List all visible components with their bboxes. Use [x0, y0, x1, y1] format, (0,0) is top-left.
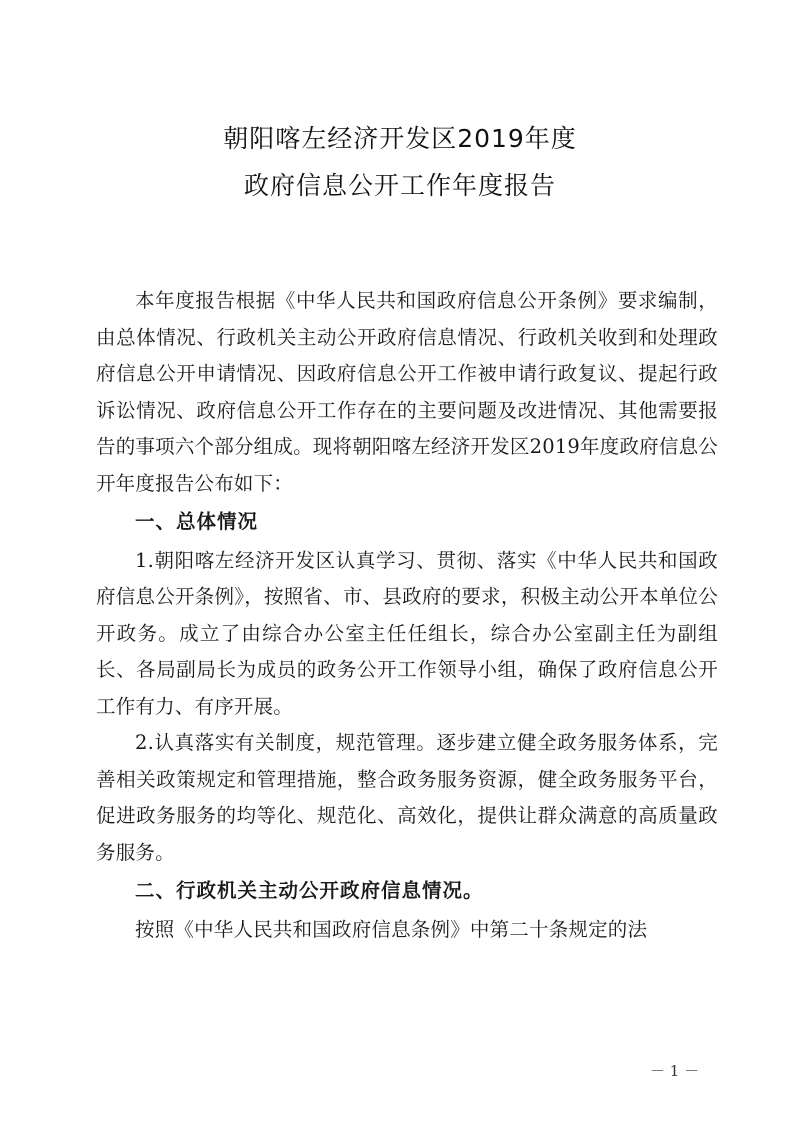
active-disclosure-paragraph: 按照《中华人民共和国政府信息条例》中第二十条规定的法 — [135, 917, 648, 941]
document-body — [96, 283, 718, 948]
overview-paragraph-1: 1.朝阳喀左经济开发区认真学习、贯彻、落实《中华人民共和国政府信息公开条例》，按照省、市、县政府的要求，积极主动公开本单位公开政务。成立了由综合办公室主任任组长，综合办公室副主任为副组长、各局副局长为成员的政务公开工作领导小组，确保了政府信息公开工作有力、有序开展。 — [96, 548, 718, 718]
section-heading-overview: 一、总体情况 — [135, 510, 259, 533]
overview-paragraph-2: 2.认真落实有关制度，规范管理。逐步建立健全政务服务体系，完善相关政策规定和管理措施，整合政务服务资源，健全政务服务平台，促进政务服务的均等化、规范化、高效化，提供让群众满意的高质量政务服务。 — [96, 731, 718, 864]
section-heading-active-disclosure: 二、行政机关主动公开政府信息情况。 — [135, 879, 484, 902]
page-number: － 1 － — [650, 1062, 700, 1080]
intro-paragraph: 本年度报告根据《中华人民共和国政府信息公开条例》要求编制，由总体情况、行政机关主动公开政府信息情况、行政机关收到和处理政府信息公开申请情况、因政府信息公开工作被申请行政复议、提起行政诉讼情况、政府信息公开工作存在的主要问题及改进情况、其他需要报告的事项六个部分组成。现将朝阳喀左经济开发区2019年度政府信息公开年度报告公布如下： — [96, 289, 718, 495]
document-title-line-1: 朝阳喀左经济开发区2019年度 — [223, 124, 577, 153]
document-title-line-2: 政府信息公开工作年度报告 — [243, 171, 556, 200]
